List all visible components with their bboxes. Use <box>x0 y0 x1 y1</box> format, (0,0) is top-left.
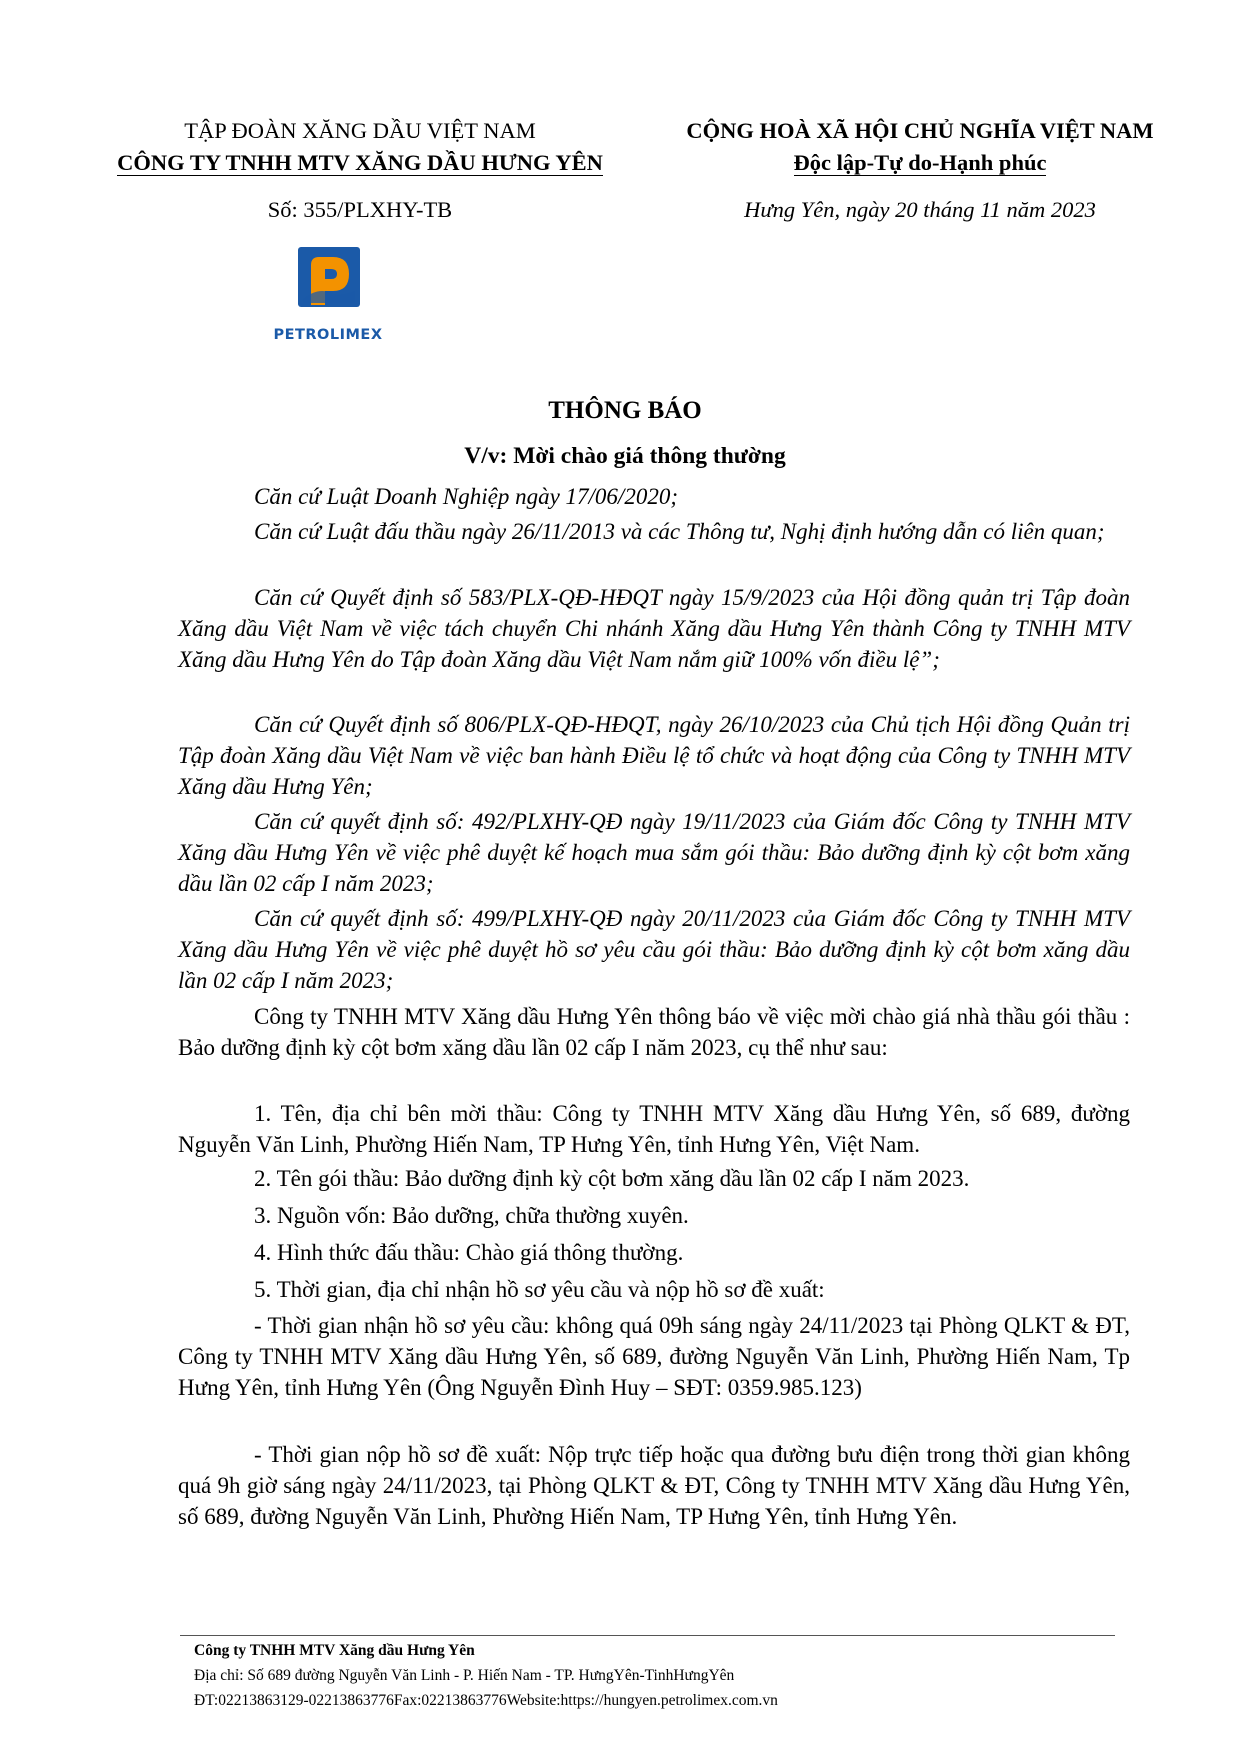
item-receive-documents: - Thời gian nhận hồ sơ yêu cầu: không quá 09h sáng ngày 24/11/2023 tại Phòng QLKT & ĐT, Công ty TNHH MTV Xăng dầu Hưng Yên, số 689, đường Nguyễn Văn Linh, Phường Hiến Nam, Tp Hưng Yên, tỉnh Hưng Yên (Ông Nguyễn Đình Huy – SĐT: 0359.985.123) <box>178 1313 1130 1400</box>
notice-title: THÔNG BÁO <box>548 397 702 424</box>
footer-divider <box>180 1635 1115 1636</box>
item-package-name: 2. Tên gói thầu: Bảo dưỡng định kỳ cột bơm xăng dầu lần 02 cấp I năm 2023. <box>254 1166 970 1191</box>
company-name-text: CÔNG TY TNHH MTV XĂNG DẦU HƯNG YÊN <box>117 150 603 175</box>
intro-paragraph: Công ty TNHH MTV Xăng dầu Hưng Yên thông báo về việc mời chào giá nhà thầu gói thầu : Bảo dưỡng định kỳ cột bơm xăng dầu lần 02 cấp I năm 2023, cụ thể như sau: <box>178 1004 1130 1060</box>
footer-address: Địa chỉ: Số 689 đường Nguyễn Văn Linh - P. Hiến Nam - TP. HưngYên-TinhHưngYên <box>194 1667 735 1684</box>
logo-wordmark: PETROLIMEX <box>273 327 383 343</box>
footer-company: Công ty TNHH MTV Xăng dầu Hưng Yên <box>194 1642 475 1659</box>
national-motto-text: Độc lập-Tự do-Hạnh phúc <box>793 150 1047 175</box>
item-funding-source: 3. Nguồn vốn: Bảo dưỡng, chữa thường xuyên. <box>254 1203 689 1228</box>
item-bidding-form: 4. Hình thức đấu thầu: Chào giá thông thường. <box>254 1240 684 1265</box>
item-time-address: 5. Thời gian, địa chỉ nhận hồ sơ yêu cầu và nộp hồ sơ đề xuất: <box>254 1277 825 1302</box>
legal-basis-1: Căn cứ Luật Doanh Nghiệp ngày 17/06/2020; <box>254 484 678 509</box>
notice-subject: V/v: Mời chào giá thông thường <box>464 443 786 469</box>
petrolimex-emblem-icon <box>273 247 413 357</box>
parent-organization: TẬP ĐOÀN XĂNG DẦU VIỆT NAM <box>184 118 536 143</box>
document-number: Số: 355/PLXHY-TB <box>267 197 453 222</box>
legal-basis-3: Căn cứ Quyết định số 583/PLX-QĐ-HĐQT ngày 15/9/2023 của Hội đồng quản trị Tập đoàn Xăng dầu Việt Nam về việc tách chuyển Chi nhánh Xăng dầu Hưng Yên thành Công ty TNHH MTV Xăng dầu Hưng Yên do Tập đoàn Xăng dầu Việt Nam nắm giữ 100% vốn điều lệ”; <box>178 585 1130 672</box>
item-submit-proposals: - Thời gian nộp hồ sơ đề xuất: Nộp trực tiếp hoặc qua đường bưu điện trong thời gian không quá 9h giờ sáng ngày 24/11/2023, tại Phòng QLKT & ĐT, Công ty TNHH MTV Xăng dầu Hưng Yên, số 689, đường Nguyễn Văn Linh, Phường Hiến Nam, TP Hưng Yên, tỉnh Hưng Yên. <box>178 1442 1130 1529</box>
legal-basis-4: Căn cứ Quyết định số 806/PLX-QĐ-HĐQT, ngày 26/10/2023 của Chủ tịch Hội đồng Quản trị Tập đoàn Xăng dầu Việt Nam về việc ban hành Điều lệ tổ chức và hoạt động của Công ty TNHH MTV Xăng dầu Hưng Yên; <box>178 712 1130 799</box>
document-date: Hưng Yên, ngày 20 tháng 11 năm 2023 <box>744 197 1096 222</box>
company-name <box>70 150 650 176</box>
nation-name: CỘNG HOÀ XÃ HỘI CHỦ NGHĨA VIỆT NAM <box>686 118 1154 143</box>
footer-contact: ĐT:02213863129-02213863776Fax:02213863776Website:https://hungyen.petrolimex.com.vn <box>194 1692 778 1709</box>
legal-basis-6: Căn cứ quyết định số: 499/PLXHY-QĐ ngày 20/11/2023 của Giám đốc Công ty TNHH MTV Xăng dầu Hưng Yên về việc phê duyệt hồ sơ yêu cầu gói thầu: Bảo dưỡng định kỳ cột bơm xăng dầu lần 02 cấp I năm 2023; <box>178 906 1130 993</box>
item-inviting-party: 1. Tên, địa chỉ bên mời thầu: Công ty TNHH MTV Xăng dầu Hưng Yên, số 689, đường Nguyễn Văn Linh, Phường Hiến Nam, TP Hưng Yên, tỉnh Hưng Yên, Việt Nam. <box>178 1101 1130 1157</box>
petrolimex-logo <box>273 247 413 357</box>
legal-basis-2: Căn cứ Luật đấu thầu ngày 26/11/2013 và các Thông tư, Nghị định hướng dẫn có liên quan; <box>254 519 1105 544</box>
national-motto <box>640 150 1200 176</box>
legal-basis-5: Căn cứ quyết định số: 492/PLXHY-QĐ ngày 19/11/2023 của Giám đốc Công ty TNHH MTV Xăng dầu Hưng Yên về việc phê duyệt kế hoạch mua sắm gói thầu: Bảo dưỡng định kỳ cột bơm xăng dầu lần 02 cấp I năm 2023; <box>178 809 1130 896</box>
